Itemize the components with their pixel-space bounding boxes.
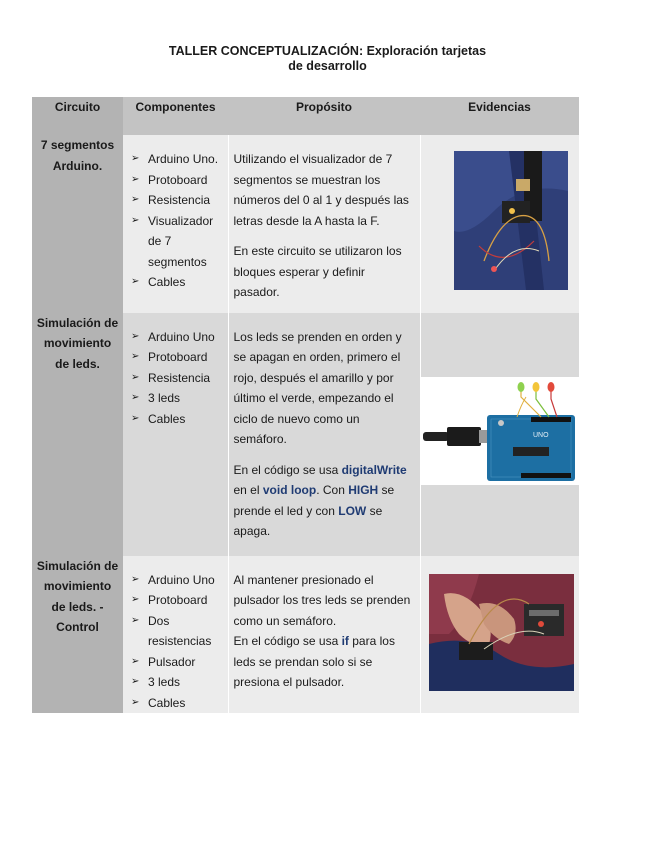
header-proposito: Propósito: [228, 97, 420, 135]
purpose-paragraph: [234, 460, 414, 542]
table-header-row: [32, 97, 579, 135]
keyword-digitalwrite: digitalWrite: [341, 462, 407, 477]
title-line-1: TALLER CONCEPTUALIZACIÓN: Exploración tarjetas: [168, 44, 487, 58]
circuit-name: Simulación de movimiento de leds. - Control: [36, 558, 119, 634]
circuit-cell: [32, 135, 123, 313]
list-item: ➢ Pulsador: [131, 652, 228, 673]
document-title: [0, 44, 655, 74]
purpose-cell: [228, 556, 420, 714]
components-list: [123, 313, 228, 430]
purpose-paragraph: Utilizando el visualizador de 7 segmentos se muestran los números del 0 al 1 y después las letras desde la A hasta la F.: [233, 152, 409, 228]
components-cell: [123, 556, 228, 714]
circuit-name: Simulación de movimiento de leds.: [36, 315, 119, 371]
evidence-cell: [420, 135, 579, 313]
svg-text:UNO: UNO: [532, 431, 549, 439]
table-row: [32, 556, 579, 714]
purpose-paragraph: [234, 631, 414, 693]
evidence-cell: [420, 313, 579, 556]
keyword-if: if: [341, 634, 349, 648]
circuit-cell: [32, 313, 123, 556]
list-item: ➢ Protoboard: [131, 170, 228, 191]
list-item: ➢ Cables: [131, 693, 228, 714]
text-span: se apaga.: [233, 503, 383, 538]
components-list: [123, 556, 228, 714]
title-line-2: de desarrollo: [288, 59, 367, 73]
keyword-high: HIGH: [348, 483, 379, 497]
list-item: ➢ Visualizador de 7 segmentos: [131, 211, 228, 273]
list-item: ➢ Dos resistencias: [131, 611, 228, 652]
list-item: ➢ Arduino Uno: [131, 570, 228, 591]
components-cell: [123, 313, 228, 556]
table-row: [32, 313, 579, 556]
list-item: ➢ Arduino Uno: [131, 327, 228, 348]
text-span: . Con: [316, 483, 349, 497]
list-item: ➢ Cables: [131, 272, 228, 293]
workshop-table: [32, 97, 579, 713]
text-span: En el código se usa: [233, 462, 342, 477]
list-item: ➢ Arduino Uno.: [131, 149, 228, 170]
circuit-name: 7 segmentos Arduino.: [40, 138, 115, 173]
components-list: [123, 135, 228, 293]
purpose-cell: [228, 135, 420, 313]
list-item: ➢ 3 leds: [131, 388, 228, 409]
header-evidencias: Evidencias: [420, 97, 579, 135]
circuit-cell: [32, 556, 123, 714]
list-item: ➢ Resistencia: [131, 368, 228, 389]
purpose-cell: [228, 313, 420, 556]
purpose-paragraph: Los leds se prenden en orden y se apagan en orden, primero el rojo, después el amarillo y por último el verde, empezando el ciclo de nuevo como un semáforo.: [233, 329, 402, 446]
list-item: ➢ Protoboard: [131, 590, 228, 611]
photo-hands-holding-circuit-icon: [429, 574, 574, 691]
purpose-paragraph: En este circuito se utilizaron los bloques esperar y definir pasador.: [233, 244, 402, 299]
text-span: En el código se usa: [233, 634, 342, 648]
arduino-uno-with-leds-icon: [421, 377, 580, 485]
header-circuito: Circuito: [32, 97, 123, 135]
keyword-low: LOW: [338, 503, 367, 518]
header-componentes: Componentes: [123, 97, 228, 135]
text-span: se prende el led y con: [233, 483, 395, 518]
text-span: en el: [233, 483, 263, 497]
list-item: ➢ Resistencia: [131, 190, 228, 211]
photo-7-segment-circuit-icon: [454, 151, 568, 290]
purpose-paragraph: Al mantener presionado el pulsador los tres leds se prenden como un semáforo.: [233, 572, 411, 628]
components-cell: [123, 135, 228, 313]
text-span: para los leds se prendan solo si se presiona el pulsador.: [233, 634, 395, 689]
table-row: [32, 135, 579, 313]
list-item: ➢ Cables: [131, 409, 228, 430]
list-item: ➢ Protoboard: [131, 347, 228, 368]
evidence-cell: [420, 556, 579, 714]
keyword-void-loop: void loop: [262, 483, 317, 497]
list-item: ➢ 3 leds: [131, 672, 228, 693]
